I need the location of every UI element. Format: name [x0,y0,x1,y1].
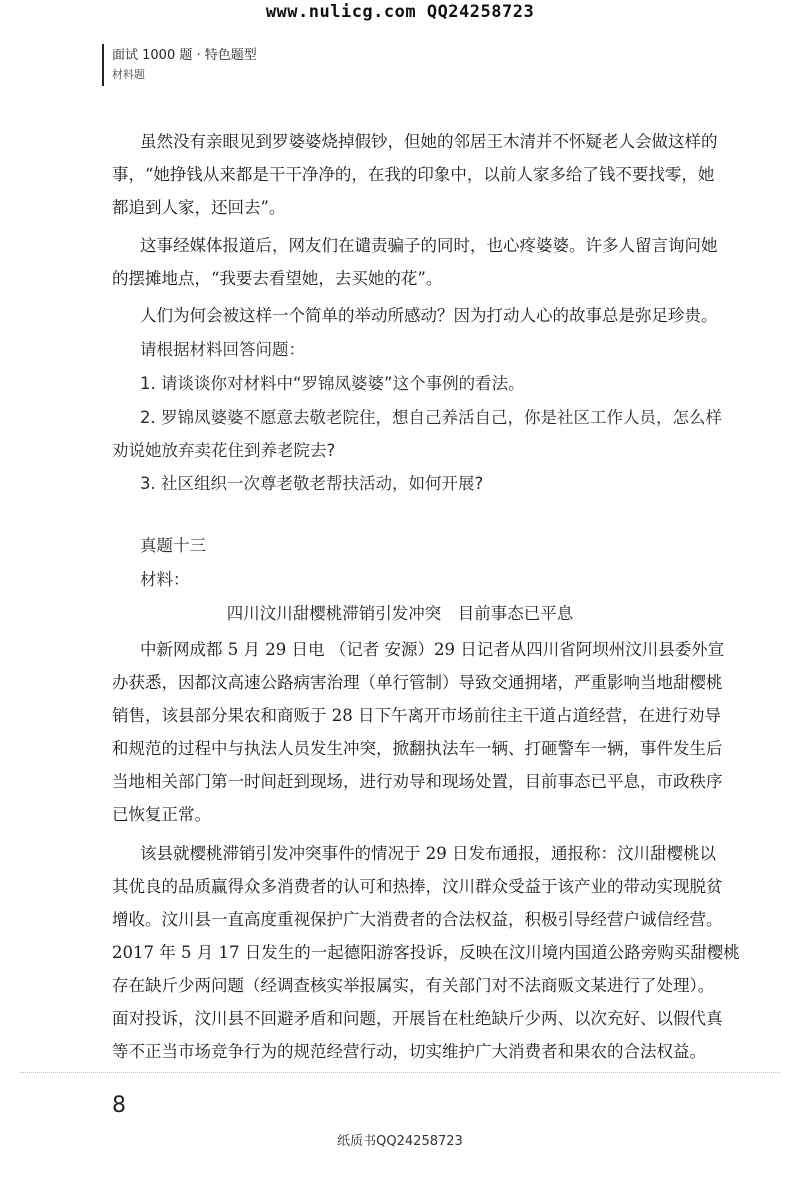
article-title: 四川汶川甜樱桃滞销引发冲突 目前事态已平息 [226,604,574,623]
chapter-subtitle: 材料题 [112,68,145,81]
section-title: 真题十三 [140,536,206,555]
text-line: 其优良的品质赢得众多消费者的认可和热捧，汶川群众受益于该产业的带动实现脱贫 [112,877,723,896]
text-line: 中新网成都 5 月 29 日电 （记者 安源）29 日记者从四川省阿坝州汶川县委外宣 [140,640,725,659]
text-line: 面对投诉，汶川县不回避矛盾和问题，开展旨在杜绝缺斤少两、以次充好、以假代真 [112,1009,723,1028]
text-line: 办获悉，因都汶高速公路病害治理（单行管制）导致交通拥堵，严重影响当地甜樱桃 [112,673,723,692]
questions-intro: 请根据材料回答问题： [140,340,305,359]
page-number: 8 [112,1093,126,1118]
text-line: 当地相关部门第一时间赶到现场，进行劝导和现场处置，目前事态已平息，市政秩序 [112,772,723,791]
text-line: 人们为何会被这样一个简单的举动所感动？因为打动人心的故事总是弥足珍贵。 [140,306,718,325]
question-2-cont: 劝说她放弃卖花住到养老院去? [112,441,336,460]
text-line: 等不正当市场竞争行为的规范经营行动，切实维护广大消费者和果农的合法权益。 [112,1042,706,1061]
text-line: 虽然没有亲眼见到罗婆婆烧掉假钞，但她的邻居王木清并不怀疑老人会做这样的 [140,132,718,151]
watermark-bottom: 纸质书QQ24258723 [337,1134,463,1149]
text-line: 已恢复正常。 [112,805,211,824]
book-title: 面试 1000 题 · 特色题型 [112,48,257,63]
watermark-top: www.nulicg.com QQ24258723 [265,2,535,22]
question-1: 1. 请谈谈你对材料中“罗锦凤婆婆”这个事例的看法。 [140,374,525,393]
question-3: 3. 社区组织一次尊老敬老帮扶活动，如何开展? [140,474,484,493]
text-line: 销售，该县部分果农和商贩于 28 日下午离开市场前往主干道占道经营，在进行劝导 [112,706,721,725]
text-line: 都追到人家，还回去”。 [112,198,286,217]
text-line: 和规范的过程中与执法人员发生冲突，掀翻执法车一辆、打砸警车一辆，事件发生后 [112,739,723,758]
text-line: 存在缺斤少两问题（经调查核实举报属实，有关部门对不法商贩文某进行了处理）。 [112,976,715,995]
material-label: 材料： [140,570,190,589]
text-line: 该县就樱桃滞销引发冲突事件的情况于 29 日发布通报，通报称：汶川甜樱桃以 [140,844,716,863]
question-2: 2. 罗锦凤婆婆不愿意去敬老院住，想自己养活自己，你是社区工作人员，怎么样 [140,408,722,427]
page-divider [20,1072,780,1074]
text-line: 这事经媒体报道后，网友们在谴责骗子的同时，也心疼婆婆。许多人留言询问她 [140,236,718,255]
text-line: 事，“她挣钱从来都是干干净净的，在我的印象中，以前人家多给了钱不要找零，她 [112,165,715,184]
header-divider [102,44,104,86]
text-line: 增收。汶川县一直高度重视保护广大消费者的合法权益，积极引导经营户诚信经营。 [112,910,723,929]
text-line: 的摆摊地点，“我要去看望她，去买她的花”。 [112,269,443,288]
text-line: 2017 年 5 月 17 日发生的一起德阳游客投诉，反映在汶川境内国道公路旁购买甜樱桃 [112,943,740,962]
